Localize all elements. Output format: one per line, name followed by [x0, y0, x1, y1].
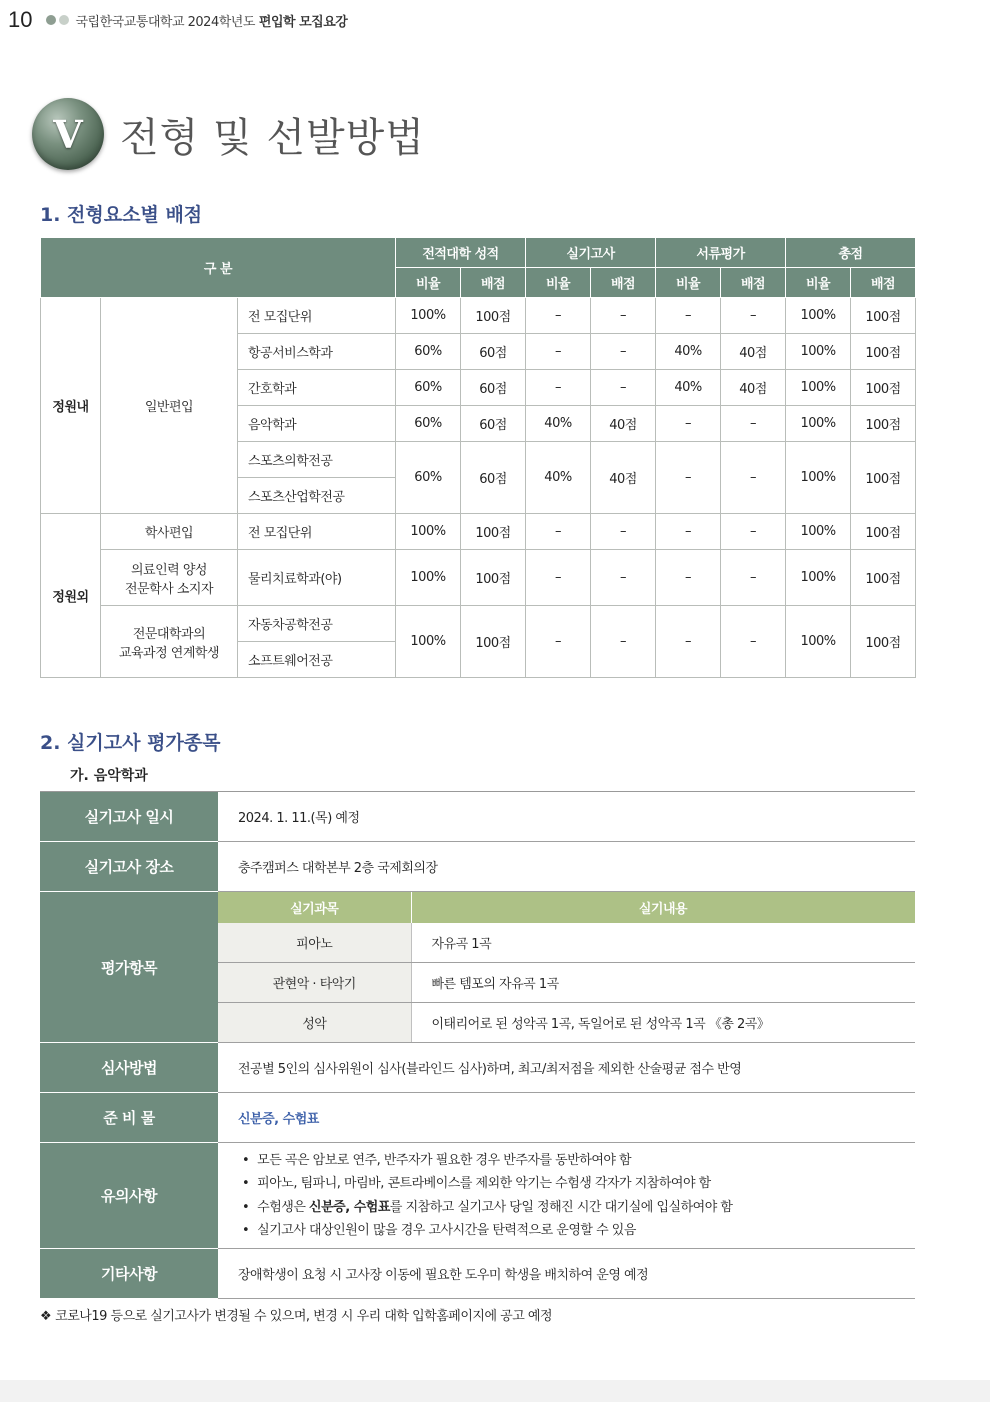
- value-cell: 100%: [786, 370, 851, 406]
- chapter-title: 전형 및 선발방법: [120, 114, 425, 161]
- value-cell: –: [721, 406, 786, 442]
- note-text: 수험생은: [257, 1199, 310, 1215]
- page-header: [8, 6, 347, 34]
- type-cell: 정원외: [41, 514, 101, 678]
- value-cell: 100점: [851, 370, 916, 406]
- page-number: 10: [8, 7, 33, 32]
- value-cell: –: [656, 406, 721, 442]
- header-score: 배점: [591, 268, 656, 298]
- table-row: [40, 1093, 915, 1143]
- header-group-2: 실기고사: [526, 238, 656, 268]
- value-cell: –: [721, 298, 786, 334]
- table-row: [40, 792, 915, 842]
- value-cell: 60%: [396, 334, 461, 370]
- header-dot-2: [59, 15, 69, 25]
- place-label: 실기고사 장소: [40, 842, 218, 892]
- header-title: 편입학 모집요강: [258, 14, 348, 30]
- value-cell: 100점: [461, 606, 526, 678]
- value-cell: 40%: [526, 406, 591, 442]
- unit-cell: 음악학과: [238, 406, 396, 442]
- eval-head-subject: 실기과목: [218, 892, 411, 923]
- value-cell: –: [526, 370, 591, 406]
- header-ratio: 비율: [656, 268, 721, 298]
- header-score: 배점: [461, 268, 526, 298]
- value-cell: 100%: [786, 606, 851, 678]
- unit-cell: 항공서비스학과: [238, 334, 396, 370]
- value-cell: –: [591, 550, 656, 606]
- eval-subject: 관현악 · 타악기: [218, 963, 411, 1003]
- eval-table: [218, 892, 916, 1042]
- value-cell: 40점: [591, 406, 656, 442]
- table-row: [41, 606, 916, 642]
- footnote-mark: ❖: [40, 1309, 52, 1324]
- table-row: [40, 1143, 915, 1249]
- unit-cell: 자동차공학전공: [238, 606, 396, 642]
- eval-content: 이태리어로 된 성악곡 1곡, 독일어로 된 성악곡 1곡 《총 2곡》: [431, 1017, 770, 1032]
- sub-line: 전문학사 소지자: [124, 581, 214, 597]
- value-cell: –: [526, 334, 591, 370]
- value-cell: 60점: [461, 406, 526, 442]
- value-cell: –: [526, 550, 591, 606]
- header-group-3: 서류평가: [656, 238, 786, 268]
- header-group-1: 전적대학 성적: [396, 238, 526, 268]
- value-cell: 100점: [851, 334, 916, 370]
- unit-cell: 간호학과: [238, 370, 396, 406]
- value-cell: 60%: [396, 370, 461, 406]
- note-text: 를 지참하고 실기고사 당일 정해진 시간 대기실에 입실하여야 함: [389, 1199, 733, 1215]
- table-row: [40, 1043, 915, 1093]
- etc-value: 장애학생이 요청 시 고사장 이동에 필요한 도우미 학생을 배치하여 운영 예정: [218, 1249, 915, 1299]
- sub-line: 전문대학과의: [132, 626, 206, 642]
- type-cell: 정원내: [41, 298, 101, 514]
- exam-table: [40, 791, 915, 1299]
- date-label: 실기고사 일시: [40, 792, 218, 842]
- sub-cell: 학사편입: [101, 514, 238, 550]
- value-cell: 100%: [396, 514, 461, 550]
- table-row: [41, 514, 916, 550]
- note-bold: 신분증: [309, 1199, 346, 1215]
- sub-line: 의료인력 양성: [131, 562, 207, 578]
- value-cell: –: [656, 514, 721, 550]
- value-cell: 100%: [786, 550, 851, 606]
- unit-cell: 스포츠산업학전공: [238, 478, 396, 514]
- value-cell: 100점: [461, 298, 526, 334]
- value-cell: 100점: [851, 550, 916, 606]
- value-cell: 40%: [656, 334, 721, 370]
- notes-label: 유의사항: [40, 1143, 218, 1249]
- section2-subtitle: 가. 음악학과: [70, 768, 148, 784]
- value-cell: 100%: [396, 606, 461, 678]
- value-cell: –: [656, 606, 721, 678]
- notes-cell: [218, 1143, 915, 1249]
- table-row: [40, 842, 915, 892]
- value-cell: 100%: [786, 514, 851, 550]
- header-dot-1: [46, 15, 56, 25]
- table-row: [40, 1249, 915, 1299]
- value-cell: 100점: [851, 406, 916, 442]
- value-cell: –: [526, 514, 591, 550]
- section2-title: 2. 실기고사 평가종목: [40, 732, 221, 754]
- value-cell: 40%: [656, 370, 721, 406]
- notes-list: [242, 1149, 914, 1243]
- chapter-badge: [32, 98, 104, 170]
- value-cell: –: [591, 298, 656, 334]
- chapter-heading: [32, 98, 425, 170]
- method-label: 심사방법: [40, 1043, 218, 1093]
- table-row: [41, 550, 916, 606]
- unit-cell: 전 모집단위: [238, 298, 396, 334]
- table-row: [41, 298, 916, 334]
- eval-subject: 피아노: [218, 923, 411, 963]
- unit-cell: 전 모집단위: [238, 514, 396, 550]
- value-cell: –: [591, 606, 656, 678]
- value-cell: –: [721, 442, 786, 514]
- value-cell: 100%: [786, 334, 851, 370]
- value-cell: 100점: [851, 606, 916, 678]
- value-cell: –: [721, 550, 786, 606]
- etc-label: 기타사항: [40, 1249, 218, 1299]
- sub-cell: [101, 606, 238, 678]
- eval-cell: [218, 892, 915, 1043]
- value-cell: 60%: [396, 406, 461, 442]
- value-cell: –: [721, 514, 786, 550]
- header-dots: [46, 15, 69, 25]
- value-cell: –: [591, 514, 656, 550]
- value-cell: –: [656, 442, 721, 514]
- footnote-text: 코로나19 등으로 실기고사가 변경될 수 있으며, 변경 시 우리 대학 입학홈페이지에 공고 예정: [55, 1309, 553, 1324]
- value-cell: 60%: [396, 442, 461, 514]
- header-score: 배점: [721, 268, 786, 298]
- value-cell: 60점: [461, 442, 526, 514]
- chapter-numeral: V: [53, 111, 83, 157]
- method-value: 전공별 5인의 심사위원이 심사(블라인드 심사)하며, 최고/최저점을 제외한 산술평균 점수 반영: [218, 1043, 915, 1093]
- value-cell: –: [656, 298, 721, 334]
- value-cell: 40점: [721, 334, 786, 370]
- value-cell: 60점: [461, 370, 526, 406]
- section1-title: 1. 전형요소별 배점: [40, 204, 203, 226]
- header-score: 배점: [851, 268, 916, 298]
- unit-cell: 소프트웨어전공: [238, 642, 396, 678]
- date-value: 2024. 1. 11.(목) 예정: [218, 792, 915, 842]
- eval-row: [218, 923, 915, 963]
- header-ratio: 비율: [396, 268, 461, 298]
- header-publication: 국립한국교통대학교 2024학년도: [75, 14, 255, 30]
- header-category: 구 분: [41, 238, 396, 298]
- value-cell: –: [526, 298, 591, 334]
- prep-value: 신분증, 수험표: [218, 1093, 915, 1143]
- note-bold: 수험표: [353, 1199, 390, 1215]
- eval-content: 자유곡 1곡: [411, 923, 915, 963]
- value-cell: 100%: [396, 298, 461, 334]
- header-group-4: 총점: [786, 238, 916, 268]
- note-item: • 실기고사 대상인원이 많을 경우 고사시간을 탄력적으로 운영할 수 있음: [242, 1219, 914, 1243]
- sub-line: 교육과정 연계학생: [118, 645, 220, 661]
- value-cell: –: [591, 334, 656, 370]
- footnote: [40, 1305, 552, 1324]
- value-cell: 100%: [786, 298, 851, 334]
- note-item: • 모든 곡은 암보로 연주, 반주자가 필요한 경우 반주자를 동반하여야 함: [242, 1149, 914, 1173]
- sub-cell: 일반편입: [101, 298, 238, 514]
- eval-head-content: 실기내용: [411, 892, 915, 923]
- bottom-band: [0, 1380, 990, 1402]
- value-cell: 100점: [851, 442, 916, 514]
- eval-content: 빠른 템포의 자유곡 1곡: [411, 963, 915, 1003]
- value-cell: 100%: [786, 442, 851, 514]
- header-ratio: 비율: [526, 268, 591, 298]
- value-cell: 40점: [591, 442, 656, 514]
- value-cell: –: [526, 606, 591, 678]
- value-cell: 100점: [851, 298, 916, 334]
- table-row: [40, 892, 915, 1043]
- value-cell: 40%: [526, 442, 591, 514]
- note-bold: ,: [345, 1199, 354, 1215]
- value-cell: 60점: [461, 334, 526, 370]
- eval-row: [218, 963, 915, 1003]
- value-cell: 100점: [851, 514, 916, 550]
- note-item: [242, 1196, 914, 1220]
- unit-cell: 물리치료학과(야): [238, 550, 396, 606]
- prep-label: 준 비 물: [40, 1093, 218, 1143]
- note-item: • 피아노, 팀파니, 마림바, 콘트라베이스를 제외한 악기는 수험생 각자가 지참하여야 함: [242, 1172, 914, 1196]
- value-cell: –: [656, 550, 721, 606]
- unit-cell: 스포츠의학전공: [238, 442, 396, 478]
- value-cell: 100%: [786, 406, 851, 442]
- value-cell: 100점: [461, 514, 526, 550]
- value-cell: 100%: [396, 550, 461, 606]
- value-cell: –: [591, 370, 656, 406]
- score-table: [40, 237, 916, 678]
- eval-label: 평가항목: [40, 892, 218, 1043]
- value-cell: –: [721, 606, 786, 678]
- sub-cell: [101, 550, 238, 606]
- value-cell: 100점: [461, 550, 526, 606]
- eval-subject: 성악: [218, 1003, 411, 1043]
- value-cell: 40점: [721, 370, 786, 406]
- place-value: 충주캠퍼스 대학본부 2층 국제회의장: [218, 842, 915, 892]
- eval-row: [218, 1003, 915, 1043]
- header-ratio: 비율: [786, 268, 851, 298]
